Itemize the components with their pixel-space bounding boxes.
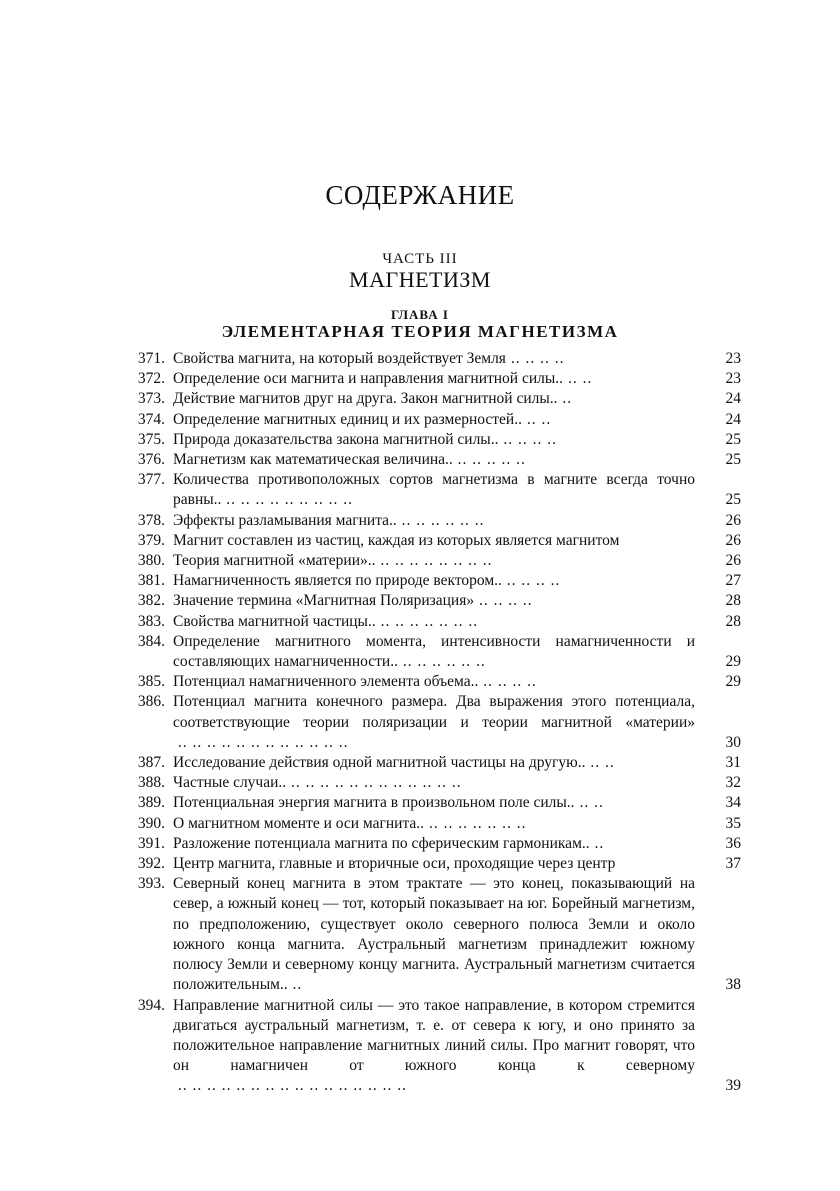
entry-title-block	[173, 430, 695, 450]
entry-title-block	[173, 814, 695, 834]
toc-entry	[0, 753, 840, 773]
entry-title: Потенциал магнита конечного размера. Два выражения этого потенциала, соответствующие теории поляризации и теории магнитной «материи»	[173, 693, 695, 731]
chapter-name: ЭЛЕМЕНТАРНАЯ ТЕОРИЯ МАГНЕТИЗМА	[221, 322, 619, 341]
entry-page-number: 23	[725, 350, 741, 367]
entry-title: Магнит составлен из частиц, каждая из которых является магнитом	[173, 531, 620, 549]
entry-page-number: 31	[725, 754, 741, 772]
toc-entry	[0, 511, 840, 531]
entry-title: Потенциал намагниченного элемента объема..	[173, 673, 479, 691]
entry-title: Теория магнитной «материи»..	[173, 552, 376, 570]
entry-number: 378.	[137, 511, 165, 529]
entry-page-number: 28	[725, 612, 741, 630]
entry-title: Свойства магнита, на который воздействует Земля	[173, 350, 506, 367]
entry-title: Свойства магнитной частицы..	[173, 612, 376, 630]
entry-number: 385.	[137, 673, 165, 691]
entry-title: Частные случаи..	[173, 774, 287, 792]
entry-title-block	[173, 450, 695, 470]
entry-page-number: 29	[725, 673, 741, 691]
entry-number: 386.	[137, 693, 165, 711]
entry-number: 392.	[137, 855, 165, 873]
entry-title: Направление магнитной силы — это такое направление, в котором стремится двигаться аустральный магнетизм, т. е. от севера к югу, и оно принято за положительное направление магнитных линий силы. Про магнит говорят, что он намагничен от южного конца к северному	[173, 996, 695, 1075]
entry-page-number: 30	[725, 733, 741, 751]
dot-leader: ..	[557, 390, 573, 408]
entry-title: Количества противоположных сортов магнетизма в магните всегда точно равны..	[173, 471, 695, 509]
entry-number: 371.	[137, 350, 165, 367]
entry-page-number: 26	[725, 552, 741, 570]
dot-leader: .. .. .. .. .. .. .. .. .. .. .. .. .. .. .. ..	[173, 1077, 407, 1095]
entry-title: Определение магнитного момента, интенсивности намагниченности и составляющих намагниченности..	[173, 632, 695, 671]
toc-entry	[0, 773, 840, 793]
entry-page-number: 32	[725, 774, 741, 792]
dot-leader: .. .. .. .. .. .. ..	[424, 814, 527, 832]
entry-number: 375.	[137, 430, 165, 448]
dot-leader: .. ..	[563, 370, 593, 388]
entry-page-number: 25	[725, 491, 741, 509]
entry-title: Действие магнитов друг на друга. Закон магнитной силы..	[173, 390, 558, 408]
entry-title-block	[173, 389, 695, 409]
entry-number: 380.	[137, 552, 165, 570]
entry-number: 390.	[137, 814, 165, 832]
entry-title: Исследование действия одной магнитной частицы на другую..	[173, 754, 586, 772]
toc-entry	[0, 692, 840, 753]
entry-title-block	[173, 753, 695, 773]
toc-entry	[0, 591, 840, 611]
entry-page-number: 37	[725, 855, 741, 873]
page-title: СОДЕРЖАНИЕ	[325, 180, 515, 210]
entry-title: Разложение потенциала магнита по сферическим гармоникам..	[173, 834, 590, 852]
entry-number: 372.	[137, 370, 165, 388]
entry-title: Намагниченность является по природе вектором..	[173, 572, 502, 590]
toc-entry	[0, 531, 840, 551]
entry-title: Потенциальная энергия магнита в произвольном поле силы..	[173, 794, 575, 812]
toc-entry	[0, 571, 840, 591]
dot-leader: .. ..	[521, 410, 552, 428]
toc-entry	[0, 996, 840, 1097]
toc-entry	[0, 410, 840, 430]
dot-leader: .. .. .. .. .. .. .. .. ..	[221, 491, 354, 509]
entry-number: 393.	[137, 875, 165, 893]
entry-number: 374.	[137, 410, 165, 428]
entry-page-number: 38	[725, 976, 741, 994]
entry-number: 394.	[137, 996, 165, 1014]
entry-title-block	[173, 854, 695, 874]
entry-page-number: 23	[725, 370, 741, 388]
entry-title: Определение оси магнита и направления магнитной силы..	[173, 370, 564, 388]
part-label: ЧАСТЬ III	[382, 251, 458, 267]
dot-leader: .. .. .. ..	[498, 430, 557, 448]
entry-page-number: 28	[725, 592, 741, 610]
dot-leader: .. ..	[585, 754, 615, 772]
entry-title-block	[173, 470, 695, 510]
toc-entry	[0, 551, 840, 571]
toc-entry	[0, 632, 840, 672]
entry-title-block	[173, 410, 695, 430]
entry-title-block	[173, 531, 695, 551]
entry-page-number: 29	[725, 653, 741, 671]
entry-number: 373.	[137, 390, 165, 408]
entry-title-block	[173, 672, 695, 692]
toc-entry	[0, 450, 840, 470]
entry-title-block	[173, 692, 695, 753]
toc-entry	[0, 349, 840, 369]
dot-leader: ..	[589, 834, 605, 852]
toc-entry	[0, 793, 840, 813]
entry-page-number: 35	[725, 814, 741, 832]
entry-title: Магнетизм как математическая величина..	[173, 451, 453, 469]
entry-page-number: 36	[725, 834, 741, 852]
entry-title-block	[173, 874, 695, 995]
entry-number: 377.	[137, 471, 165, 489]
entry-title: Эффекты разламывания магнита..	[173, 511, 397, 529]
part-name: МАГНЕТИЗМ	[349, 267, 491, 292]
dot-leader: .. .. .. ..	[505, 350, 565, 367]
entry-number: 382.	[137, 592, 165, 610]
entry-title-block	[173, 612, 695, 632]
entry-number: 376.	[137, 451, 165, 469]
entry-title-block	[173, 996, 695, 1097]
entry-title-block	[173, 571, 695, 591]
entry-page-number: 24	[725, 390, 741, 408]
toc-entry	[0, 854, 840, 874]
entry-page-number: 34	[725, 794, 741, 812]
entry-title-block	[173, 793, 695, 813]
entry-number: 387.	[137, 754, 165, 772]
dot-leader: .. .. .. .. ..	[452, 451, 526, 469]
entry-title-block	[173, 591, 695, 611]
entry-page-number: 25	[725, 451, 741, 469]
dot-leader: .. .. .. .. .. .. .. ..	[375, 552, 493, 570]
entry-title-block	[173, 632, 695, 672]
toc-entry	[0, 470, 840, 510]
entry-number: 384.	[137, 632, 165, 650]
dot-leader: .. .. .. ..	[474, 592, 533, 610]
toc-entry	[0, 612, 840, 632]
dot-leader: .. .. .. ..	[478, 673, 537, 691]
entry-number: 383.	[137, 612, 165, 630]
dot-leader: .. .. .. ..	[501, 572, 561, 590]
entry-title-block	[173, 834, 695, 854]
entry-title-block	[173, 349, 695, 369]
toc-entry	[0, 369, 840, 389]
toc-entry	[0, 874, 840, 995]
dot-leader: .. .. .. .. .. .. ..	[375, 612, 479, 630]
toc-entry	[0, 672, 840, 692]
dot-leader: .. .. .. .. .. .. .. .. .. .. .. ..	[286, 774, 462, 792]
chapter-label: ГЛАВА I	[391, 307, 449, 322]
entry-title-block	[173, 369, 695, 389]
table-of-contents	[0, 349, 840, 1097]
entry-title: Центр магнита, главные и вторичные оси, проходящие через центр	[173, 855, 616, 873]
entry-title: Определение магнитных единиц и их размерностей..	[173, 410, 522, 428]
dot-leader: .. .. .. .. .. ..	[396, 511, 485, 529]
dot-leader: .. .. .. .. .. ..	[397, 653, 486, 671]
entry-number: 379.	[137, 531, 165, 549]
toc-entry	[0, 389, 840, 409]
toc-entry	[0, 814, 840, 834]
entry-title-block	[173, 773, 695, 793]
dot-leader: .. .. .. .. .. .. .. .. .. .. .. ..	[173, 733, 349, 751]
toc-entry	[0, 430, 840, 450]
entry-page-number: 26	[725, 531, 741, 549]
entry-title: Значение термина «Магнитная Поляризация»	[173, 592, 475, 610]
entry-title: О магнитном моменте и оси магнита..	[173, 814, 425, 832]
entry-title: Природа доказательства закона магнитной силы..	[173, 430, 499, 448]
entry-number: 381.	[137, 572, 165, 590]
dot-leader: .. ..	[574, 794, 604, 812]
entry-number: 391.	[137, 834, 165, 852]
entry-number: 389.	[137, 794, 165, 812]
entry-title: Северный конец магнита в этом трактате — это конец, показывающий на север, а южный конец — тот, который показывает на юг. Борейный магнетизм, по предположению, существует около северного полюса Земли и около южного конца магнита. Аустральный магнетизм принадлежит южному полюсу Земли и северному концу магнита. Аустральный магнетизм считается положительным..	[173, 875, 695, 994]
entry-page-number: 25	[725, 430, 741, 448]
entry-page-number: 27	[725, 572, 741, 590]
dot-leader: ..	[287, 976, 303, 994]
toc-entry	[0, 834, 840, 854]
entry-number: 388.	[137, 774, 165, 792]
entry-page-number: 39	[725, 1077, 741, 1095]
entry-page-number: 24	[725, 410, 741, 428]
entry-page-number: 26	[725, 511, 741, 529]
entry-title-block	[173, 551, 695, 571]
entry-title-block	[173, 511, 695, 531]
